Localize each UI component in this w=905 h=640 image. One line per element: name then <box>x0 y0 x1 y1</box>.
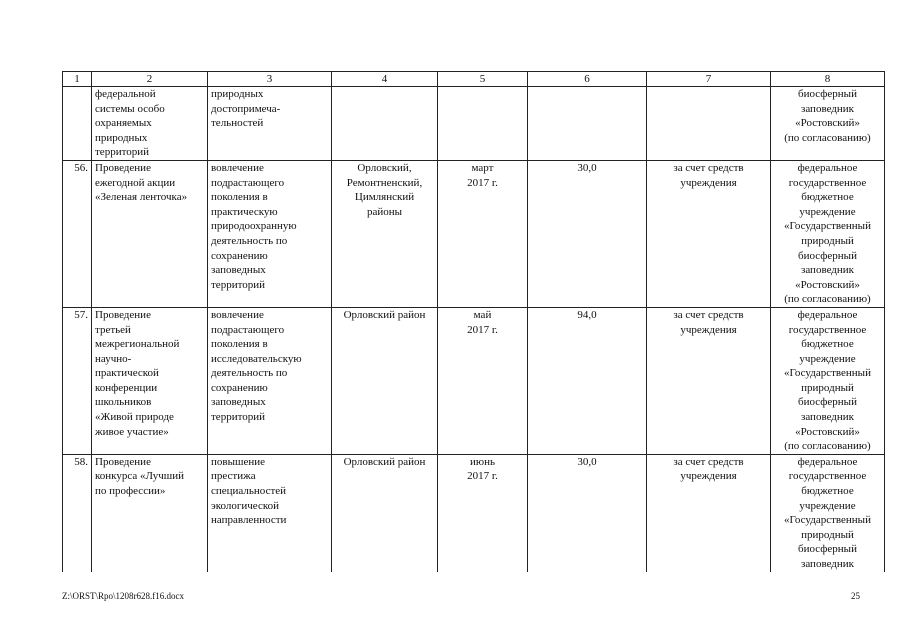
date-cell <box>438 87 528 161</box>
column-number-5: 5 <box>438 72 528 87</box>
funding-source-cell: за счет средств учреждения <box>647 454 771 571</box>
amount-cell: 94,0 <box>528 307 647 454</box>
column-number-8: 8 <box>771 72 885 87</box>
executor-cell: федеральное государственное бюджетное учреждение «Государственный природный биосферный заповедник «Ростовский» (по согласованию) <box>771 307 885 454</box>
column-number-3: 3 <box>208 72 332 87</box>
plan-table <box>62 71 885 572</box>
page-number: 25 <box>851 591 860 601</box>
executor-cell: федеральное государственное бюджетное учреждение «Государственный природный биосферный заповедник «Ростовский» (по согласованию) <box>771 160 885 307</box>
amount-cell: 30,0 <box>528 454 647 571</box>
funding-source-cell: за счет средств учреждения <box>647 160 771 307</box>
funding-source-cell: за счет средств учреждения <box>647 307 771 454</box>
column-number-6: 6 <box>528 72 647 87</box>
column-number-2: 2 <box>92 72 208 87</box>
row-number-cell: 56. <box>63 160 92 307</box>
amount-cell: 30,0 <box>528 160 647 307</box>
place-cell: Орловский, Ремонтненский, Цимлянский районы <box>332 160 438 307</box>
purpose-cell: повышение престижа специальностей экологической направленности <box>208 454 332 571</box>
column-number-1: 1 <box>63 72 92 87</box>
event-cell: федеральной системы особо охраняемых природных территорий <box>92 87 208 161</box>
table-header-row <box>63 72 885 87</box>
amount-cell <box>528 87 647 161</box>
footer-file-path: Z:\ORST\Rpo\1208r628.f16.docx <box>62 591 184 601</box>
funding-source-cell <box>647 87 771 161</box>
table-row <box>63 87 885 161</box>
event-cell: Проведение конкурса «Лучший по профессии» <box>92 454 208 571</box>
purpose-cell: природных достопримеча- тельностей <box>208 87 332 161</box>
column-number-7: 7 <box>647 72 771 87</box>
place-cell <box>332 87 438 161</box>
executor-cell: биосферный заповедник «Ростовский» (по согласованию) <box>771 87 885 161</box>
place-cell: Орловский район <box>332 454 438 571</box>
table-row <box>63 307 885 454</box>
event-cell: Проведение ежегодной акции «Зеленая ленточка» <box>92 160 208 307</box>
purpose-cell: вовлечение подрастающего поколения в практическую природоохранную деятельность по сохранению заповедных территорий <box>208 160 332 307</box>
row-number-cell <box>63 87 92 161</box>
date-cell: март 2017 г. <box>438 160 528 307</box>
executor-cell: федеральное государственное бюджетное учреждение «Государственный природный биосферный заповедник <box>771 454 885 571</box>
table-row <box>63 454 885 571</box>
event-cell: Проведение третьей межрегиональной научно- практической конференции школьников «Живой природе живое участие» <box>92 307 208 454</box>
row-number-cell: 58. <box>63 454 92 571</box>
date-cell: июнь 2017 г. <box>438 454 528 571</box>
date-cell: май 2017 г. <box>438 307 528 454</box>
table-row <box>63 160 885 307</box>
purpose-cell: вовлечение подрастающего поколения в исследовательскую деятельность по сохранению заповедных территорий <box>208 307 332 454</box>
column-number-4: 4 <box>332 72 438 87</box>
row-number-cell: 57. <box>63 307 92 454</box>
place-cell: Орловский район <box>332 307 438 454</box>
